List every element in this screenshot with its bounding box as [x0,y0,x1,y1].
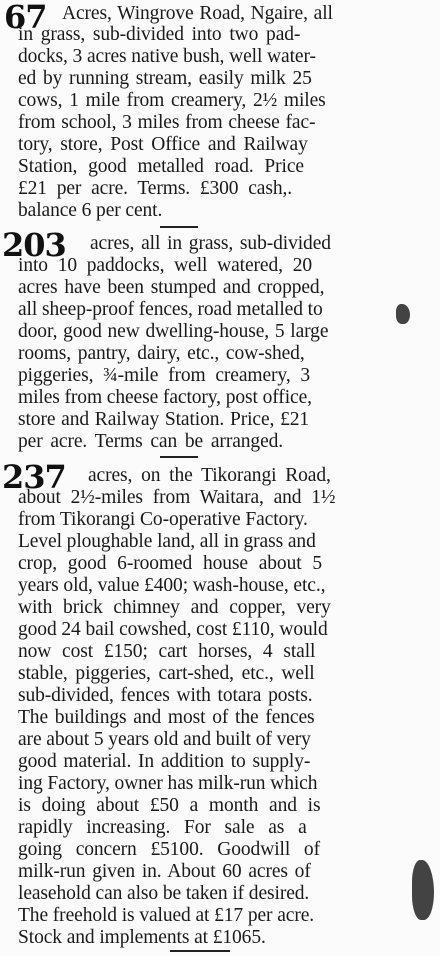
listing-line: stable, piggeries, cart-shed, etc., well [18,663,315,684]
listing-line: balance 6 per cent. [18,200,163,221]
listing-line: is doing about £50 a month and is [18,795,321,816]
listing-line: docks, 3 acres native bush, well water- [18,46,316,67]
listing-line: are about 5 years old and built of very [18,729,311,750]
section-divider [160,456,198,458]
listing-line: crop, good 6-roomed house about 5 [18,553,322,574]
bottom-rule [170,950,230,952]
listing-67 [2,0,434,220]
listing-line: Level ploughable land, all in grass and [18,531,316,552]
listing-line: milk-run given in. About 60 acres of [18,861,311,882]
listing-line: from Tikorangi Co-operative Factory. [18,509,308,530]
listing-line: going concern £5100. Goodwill of [18,839,320,860]
listing-line: from school, 3 miles from cheese fac- [18,112,316,133]
listing-line: years old, value £400; wash-house, etc., [18,575,326,596]
listing-line: all sheep-proof fences, road metalled to [18,299,323,320]
ink-blot [396,304,410,324]
listing-line: about 2½-miles from Waitara, and 1½ [18,487,336,508]
listing-line: rapidly increasing. For sale as a [18,817,307,838]
listing-line: tory, store, Post Office and Railway [18,134,308,155]
listing-line: door, good new dwelling-house, 5 large [18,321,329,342]
listing-line: Acres, Wingrove Road, Ngaire, all [62,3,333,24]
listing-line: piggeries, ¾-mile from creamery, 3 [18,365,311,386]
listing-line: ing Factory, owner has milk-run which [18,773,318,794]
listing-line: ed by running stream, easily milk 25 [18,68,312,89]
listing-line: Station, good metalled road. Price [18,156,304,177]
listing-line: into 10 paddocks, well watered, 20 [18,255,312,276]
listing-line: good material. In addition to supply- [18,751,311,772]
listing-line: store and Railway Station. Price, £21 [18,409,310,430]
listing-line: in grass, sub-divided into two pad- [18,24,301,45]
listing-line: sub-divided, fences with totara posts. [18,685,313,706]
listing-line: acres, on the Tikorangi Road, [88,465,331,486]
listing-line: per acre. Terms can be arranged. [18,431,284,452]
listing-line: with brick chimney and copper, very [18,597,331,618]
lot-number: 67 [4,0,47,36]
listing-line: The buildings and most of the fences [18,707,315,728]
lot-number: 237 [2,458,66,496]
listing-line: £21 per acre. Terms. £300 cash,. [18,178,293,199]
listing-line: The freehold is valued at £17 per acre. [18,905,315,926]
listing-line: Stock and implements at £1065. [18,927,266,948]
listing-line: good 24 bail cowshed, cost £110, would [18,619,328,640]
listing-line: acres, all in grass, sub-divided [90,233,331,254]
lot-number: 203 [2,226,66,264]
listing-line: rooms, pantry, dairy, etc., cow-shed, [18,343,305,364]
listing-line: now cost £150; cart horses, 4 stall [18,641,316,662]
listing-line: miles from cheese factory, post office, [18,387,312,408]
listing-line: cows, 1 mile from creamery, 2½ miles [18,90,326,111]
listing-line: acres have been stumped and cropped, [18,277,325,298]
listing-237 [2,460,434,956]
listing-203 [2,228,434,458]
listing-line: leasehold can also be taken if desired. [18,883,310,904]
